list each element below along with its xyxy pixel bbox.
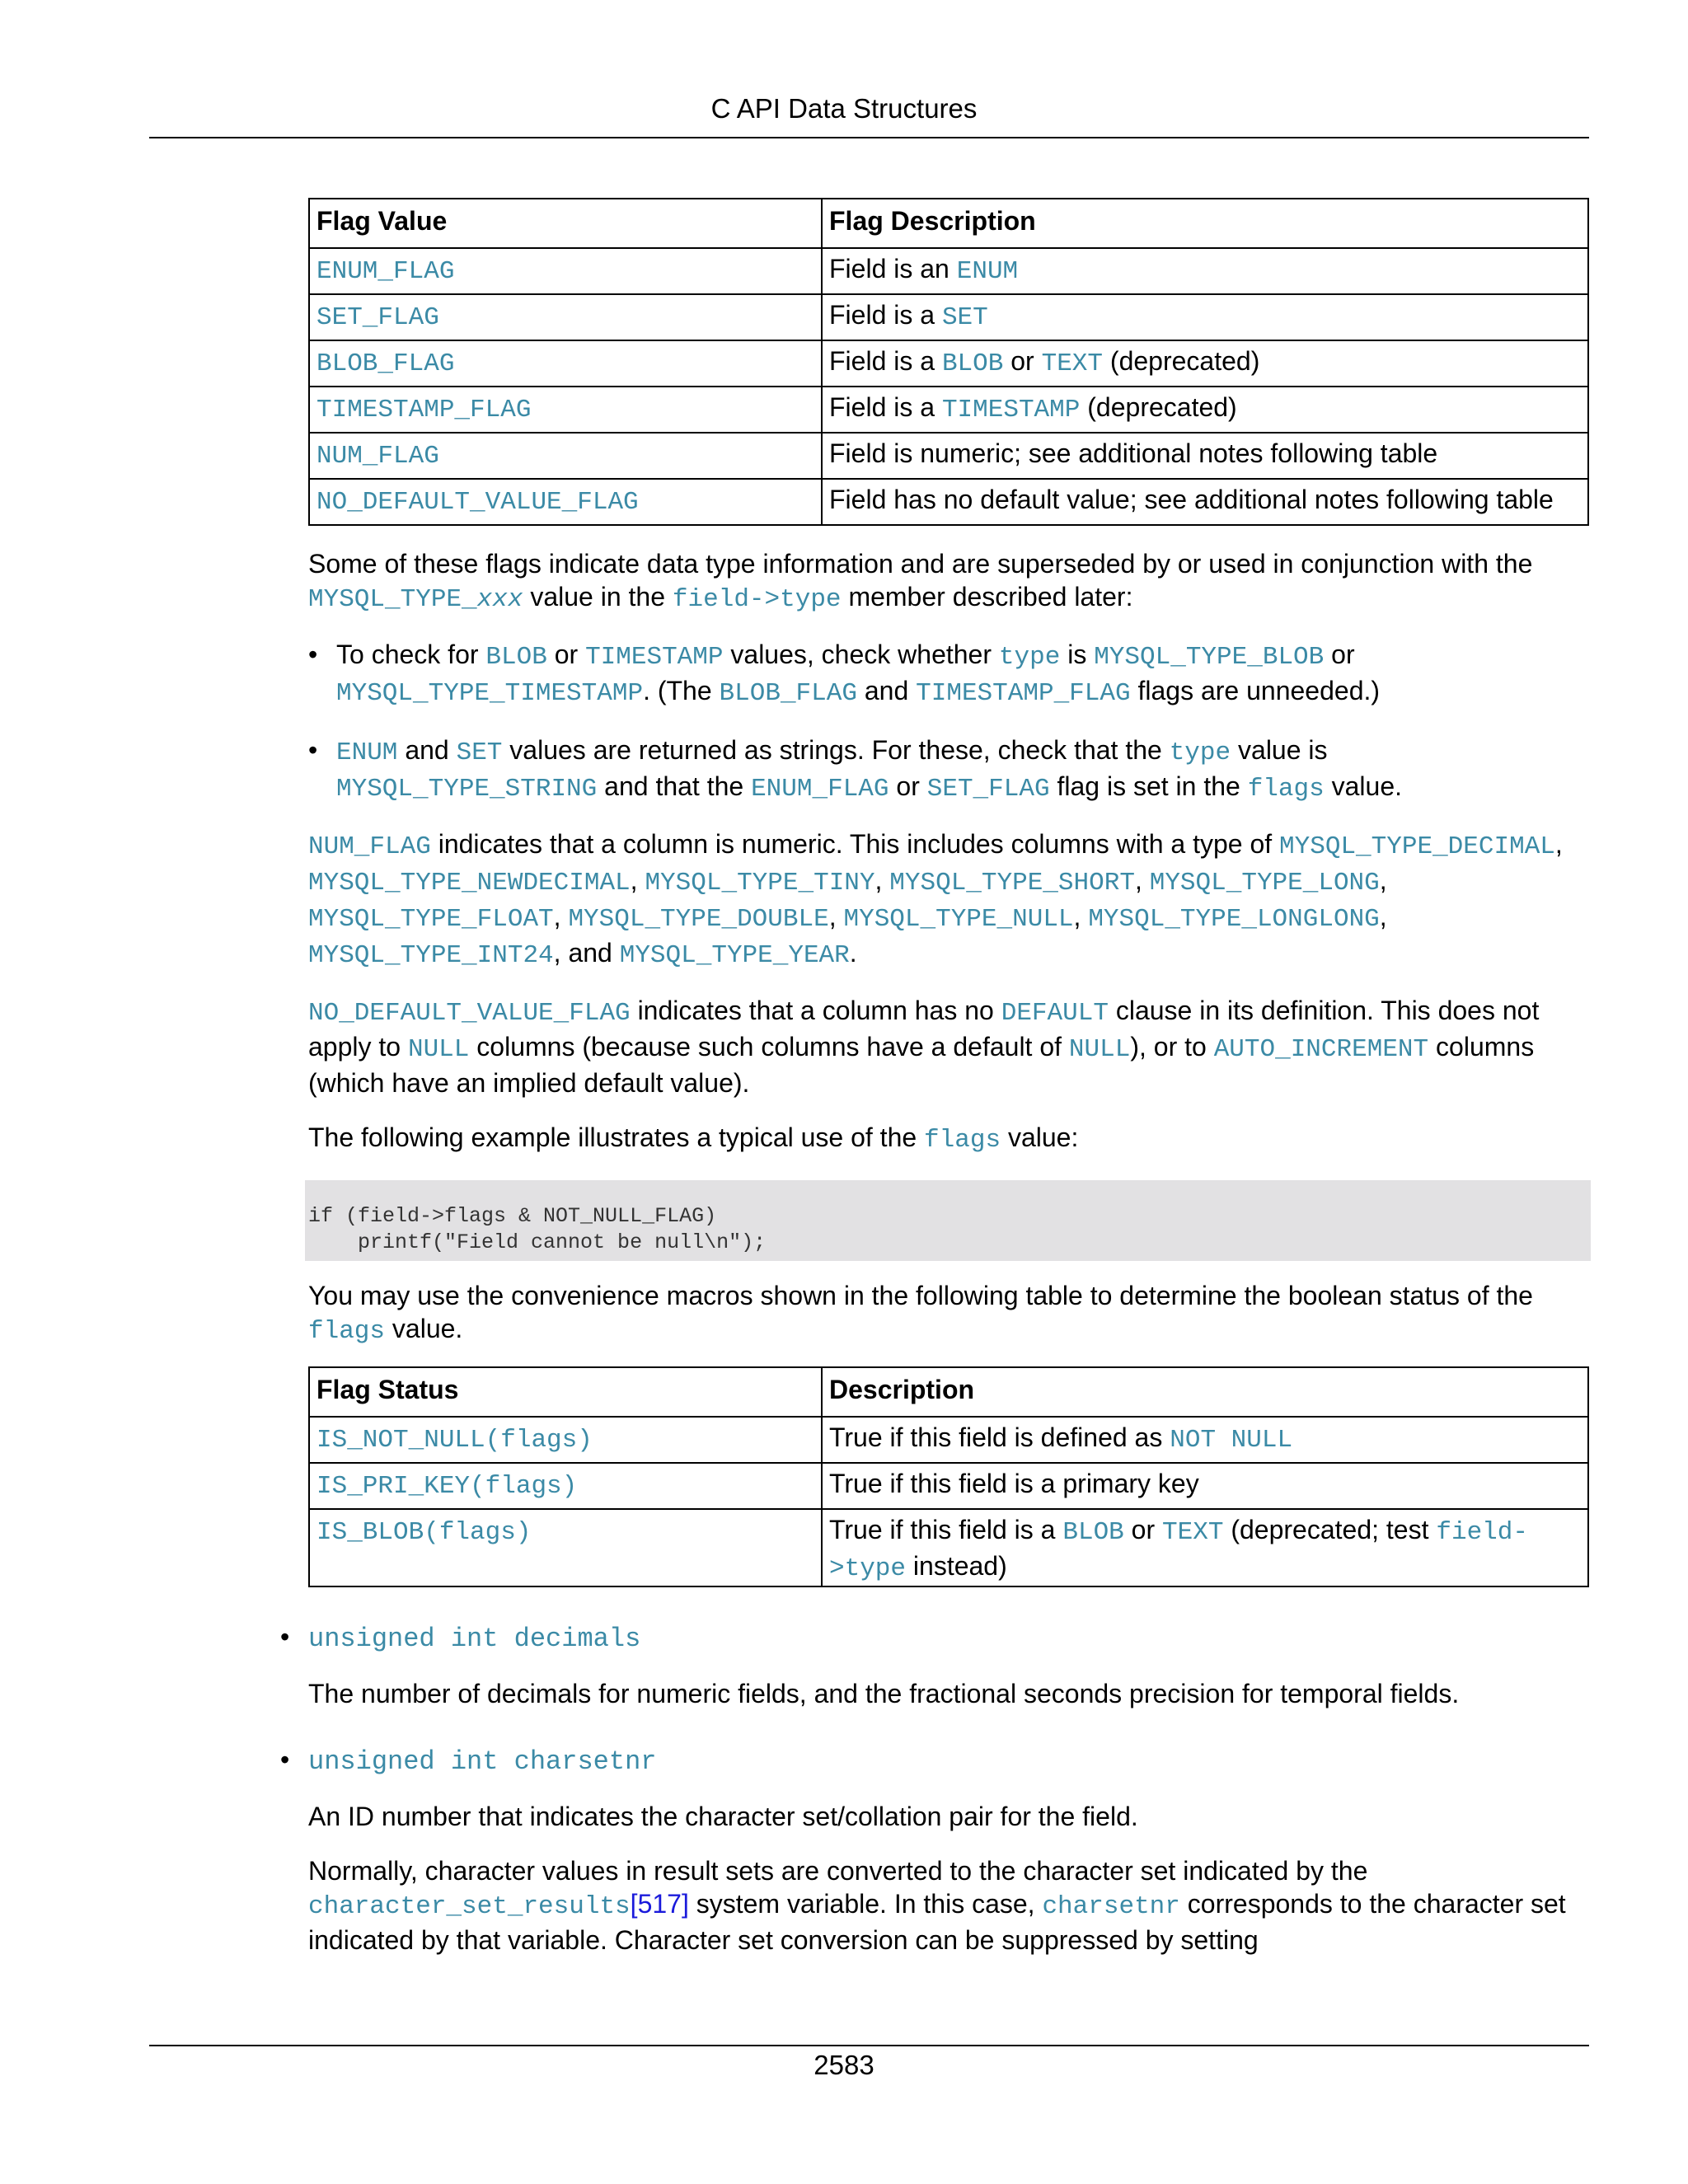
flag-name[interactable]: BLOB_FLAG xyxy=(316,349,455,378)
member-signature[interactable]: unsigned int charsetnr xyxy=(308,1746,657,1777)
code-ref[interactable]: ENUM xyxy=(336,738,398,767)
code-ref[interactable]: MYSQL_TYPE_xxx xyxy=(308,585,523,614)
code-ref[interactable]: flags xyxy=(308,1317,386,1346)
column-header: Flag Value xyxy=(309,199,822,248)
code-ref[interactable]: BLOB_FLAG xyxy=(719,679,857,708)
flag-description-cell: Field is numeric; see additional notes following table xyxy=(822,433,1588,479)
member-signature[interactable]: unsigned int decimals xyxy=(308,1624,641,1654)
code-ref[interactable]: MYSQL_TYPE_TIMESTAMP xyxy=(336,679,644,708)
type-ref[interactable]: MYSQL_TYPE_DOUBLE xyxy=(568,905,829,934)
type-ref[interactable]: MYSQL_TYPE_FLOAT xyxy=(308,905,554,934)
flag-name[interactable]: NO_DEFAULT_VALUE_FLAG xyxy=(316,488,639,517)
code-ref[interactable]: ENUM_FLAG xyxy=(751,775,889,804)
code-ref[interactable]: flags xyxy=(924,1126,1001,1155)
flag-value-cell xyxy=(309,340,822,387)
code-ref[interactable]: charsetnr xyxy=(1042,1892,1180,1921)
macro-cell xyxy=(309,1417,822,1463)
list-item: • To check for BLOB or TIMESTAMP values, check whether type is MYSQL_TYPE_BLOB or MYSQL_TYPE_TIMESTAMP. (The BLOB_FLAG and TIMESTAMP_FLAG flags are unneeded.) xyxy=(308,638,1591,710)
page-link[interactable]: [517] xyxy=(630,1889,689,1919)
table-header-row xyxy=(309,1367,1588,1417)
macro-cell xyxy=(309,1463,822,1509)
table-row xyxy=(309,1417,1588,1463)
paragraph-num-flag: NUM_FLAG indicates that a column is numeric. This includes columns with a type of MYSQL_TYPE_DECIMAL, MYSQL_TYPE_NEWDECIMAL, MYSQL_TYPE_TINY, MYSQL_TYPE_SHORT, MYSQL_TYPE_LONG, MYSQL_TYPE_FLOAT, MYSQL_TYPE_DOUBLE, MYSQL_TYPE_NULL, MYSQL_TYPE_LONGLONG, MYSQL_TYPE_INT24, and MYSQL_TYPE_YEAR. xyxy=(308,829,1563,970)
header-rule xyxy=(149,137,1589,138)
macro-table xyxy=(308,1366,1589,1587)
code-ref[interactable]: SET_FLAG xyxy=(926,775,1050,804)
type-ref[interactable]: MYSQL_TYPE_YEAR xyxy=(619,941,850,970)
macro-name[interactable]: IS_PRI_KEY(flags) xyxy=(316,1472,578,1501)
footer-rule xyxy=(149,2045,1589,2046)
table-row xyxy=(309,433,1588,479)
code-ref[interactable]: NULL xyxy=(407,1035,470,1064)
type-ref[interactable]: MYSQL_TYPE_LONGLONG xyxy=(1088,905,1380,934)
type-ref[interactable]: MYSQL_TYPE_NULL xyxy=(843,905,1074,934)
flag-name[interactable]: SET_FLAG xyxy=(316,303,439,332)
table-row xyxy=(309,340,1588,387)
code-ref[interactable]: NOT NULL xyxy=(1170,1426,1293,1455)
type-ref[interactable]: MYSQL_TYPE_DECIMAL xyxy=(1279,832,1555,861)
type-link[interactable]: ENUM xyxy=(956,257,1019,286)
flag-value-cell xyxy=(309,294,822,340)
paragraph-example-intro: The following example illustrates a typical use of the flags value: xyxy=(308,1122,1079,1155)
macro-cell xyxy=(309,1509,822,1586)
flag-description-cell: Field has no default value; see additional notes following table xyxy=(822,479,1588,525)
table-row xyxy=(309,294,1588,340)
code-ref[interactable]: MYSQL_TYPE_STRING xyxy=(336,775,598,804)
table-header-row xyxy=(309,199,1588,248)
code-ref[interactable]: TEXT xyxy=(1162,1518,1224,1547)
code-ref[interactable]: TIMESTAMP xyxy=(585,643,724,672)
table-row xyxy=(309,248,1588,294)
code-ref[interactable]: DEFAULT xyxy=(1001,999,1109,1028)
page-number: 2583 xyxy=(814,2050,874,2080)
table-row xyxy=(309,479,1588,525)
flag-value-cell xyxy=(309,387,822,433)
code-ref[interactable]: NO_DEFAULT_VALUE_FLAG xyxy=(308,999,631,1028)
macro-description-cell: True if this field is a primary key xyxy=(822,1463,1588,1509)
type-ref[interactable]: MYSQL_TYPE_TINY xyxy=(645,869,875,898)
flag-value-cell xyxy=(309,433,822,479)
type-link[interactable]: SET xyxy=(941,303,988,332)
flag-description-cell: Field is a BLOB or TEXT (deprecated) xyxy=(822,340,1588,387)
macro-name[interactable]: IS_BLOB(flags) xyxy=(316,1518,532,1547)
flag-description-cell: Field is a TIMESTAMP (deprecated) xyxy=(822,387,1588,433)
code-ref[interactable]: SET xyxy=(456,738,503,767)
paragraph-no-default: NO_DEFAULT_VALUE_FLAG indicates that a column has no DEFAULT clause in its definition. This does not apply to NULL columns (because such columns have a default of NULL), or to AUTO_INCREMENT columns (which have an implied default value). xyxy=(308,996,1540,1098)
type-check-list xyxy=(308,638,1591,806)
type-link[interactable]: BLOB xyxy=(941,349,1004,378)
code-ref[interactable]: NULL xyxy=(1068,1035,1131,1064)
code-ref[interactable]: BLOB xyxy=(485,643,547,672)
code-ref[interactable]: field->type xyxy=(672,585,842,614)
member-description-continued: Normally, character values in result sets are converted to the character set indicated by the character_set_results[517] system variable. In this case, charsetnr corresponds to the character set indicated by that variable. Character set conversion can be suppressed by setting xyxy=(308,1856,1566,1955)
code-ref[interactable]: TIMESTAMP_FLAG xyxy=(916,679,1131,708)
macro-description-cell: True if this field is a BLOB or TEXT (deprecated; test field->type instead) xyxy=(822,1509,1588,1586)
flag-table xyxy=(308,198,1589,526)
paragraph-macros-intro: You may use the convenience macros shown in the following table to determine the boolean status of the flags value. xyxy=(308,1281,1533,1346)
flag-value-cell xyxy=(309,248,822,294)
type-ref[interactable]: MYSQL_TYPE_SHORT xyxy=(889,869,1135,898)
paragraph-superseded: Some of these flags indicate data type information and are superseded by or used in conjunction with the MYSQL_TYPE_xxx value in the field->type member described later: xyxy=(308,549,1533,614)
list-item: • ENUM and SET values are returned as strings. For these, check that the type value is MYSQL_TYPE_STRING and that the ENUM_FLAG or SET_FLAG flag is set in the flags value. xyxy=(308,733,1591,806)
table-row xyxy=(309,387,1588,433)
code-ref[interactable]: type xyxy=(1169,738,1231,767)
type-ref[interactable]: MYSQL_TYPE_NEWDECIMAL xyxy=(308,869,631,898)
type-link[interactable]: TEXT xyxy=(1041,349,1104,378)
macro-description-cell: True if this field is defined as NOT NULL xyxy=(822,1417,1588,1463)
flag-description-cell: Field is an ENUM xyxy=(822,248,1588,294)
member-charsetnr xyxy=(280,1743,1591,1957)
flag-name[interactable]: NUM_FLAG xyxy=(316,442,439,471)
code-example-block: if (field->flags & NOT_NULL_FLAG) printf("Field cannot be null\n"); xyxy=(305,1180,1591,1261)
page-content xyxy=(280,198,1591,1957)
member-decimals xyxy=(280,1620,1591,1710)
column-header: Flag Description xyxy=(822,199,1588,248)
code-ref[interactable]: BLOB xyxy=(1062,1518,1124,1547)
bullet-icon: • xyxy=(280,1745,290,1774)
code-ref[interactable]: flags xyxy=(1247,775,1325,804)
code-ref[interactable]: character_set_results xyxy=(308,1892,631,1921)
type-ref[interactable]: MYSQL_TYPE_LONG xyxy=(1149,869,1380,898)
table-row xyxy=(309,1463,1588,1509)
flag-name[interactable]: ENUM_FLAG xyxy=(316,257,455,286)
code-ref[interactable]: NUM_FLAG xyxy=(308,832,431,861)
flag-name[interactable]: TIMESTAMP_FLAG xyxy=(316,396,532,424)
table-row xyxy=(309,1509,1588,1586)
type-link[interactable]: TIMESTAMP xyxy=(941,396,1081,424)
member-description: The number of decimals for numeric fields, and the fractional seconds precision for temporal fields. xyxy=(308,1679,1460,1708)
code-ref[interactable]: field->type xyxy=(829,1518,1528,1583)
member-description: An ID number that indicates the character set/collation pair for the field. xyxy=(308,1802,1138,1831)
code-ref[interactable]: MYSQL_TYPE_BLOB xyxy=(1094,643,1325,672)
column-header: Description xyxy=(822,1367,1588,1417)
flag-description-cell: Field is a SET xyxy=(822,294,1588,340)
type-ref[interactable]: MYSQL_TYPE_INT24 xyxy=(308,941,554,970)
code-ref[interactable]: type xyxy=(998,643,1061,672)
code-ref[interactable]: AUTO_INCREMENT xyxy=(1213,1035,1429,1064)
flag-value-cell xyxy=(309,479,822,525)
column-header: Flag Status xyxy=(309,1367,822,1417)
macro-name[interactable]: IS_NOT_NULL(flags) xyxy=(316,1426,593,1455)
page-header-title: C API Data Structures xyxy=(710,93,978,124)
bullet-icon: • xyxy=(280,1622,290,1652)
